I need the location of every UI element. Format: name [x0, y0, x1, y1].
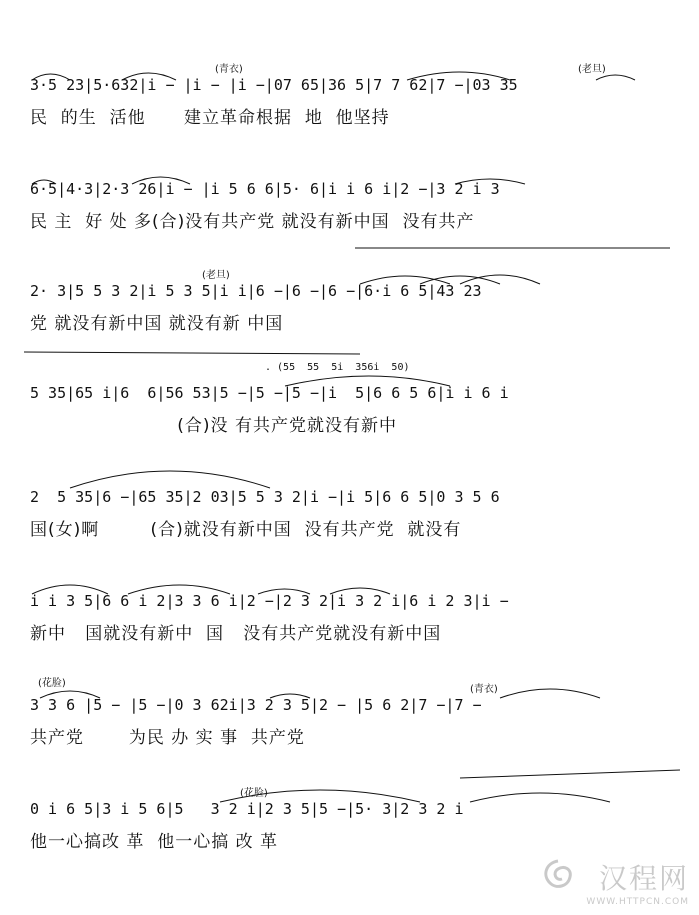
lyrics-line: 民 主 好 处 多(合)没有共产党 就没有新中国 没有共产	[30, 212, 475, 232]
system-7	[30, 678, 680, 786]
notation-line: 5 35|65 i|6 6|56 53|5 −|5 −|5 −|i 5|6 6 5 6|i i 6 i	[30, 384, 509, 402]
notation-line: i i 3 5|6 6 i 2|3 3 6 i|2 −|2 3 2|i 3 2 i|6 i 2 3|i −	[30, 592, 509, 610]
system-8	[30, 790, 680, 890]
watermark-url: WWW.HTTPCN.COM	[586, 897, 689, 907]
system-3	[30, 272, 680, 372]
lyrics-line: 党 就没有新中国 就没有新 中国	[30, 314, 284, 334]
notation-line: 6·5|4·3|2·3 26|i − |i 5 6 6|5· 6|i i 6 i|2 −|3 2 i 3	[30, 180, 500, 198]
notation-line: 0 i 6 5|3 i 5 6|5 3 2 i|2 3 5|5 −|5· 3|2 3 2 i	[30, 800, 464, 818]
system-2	[30, 170, 680, 270]
notation-line: 2· 3|5 5 3 2|i 5 3 5|i i|6 −|6 −|6 −|6·i 6 5|43 23	[30, 282, 482, 300]
role-label: (老旦)	[578, 64, 606, 75]
system-5	[30, 478, 680, 578]
watermark	[586, 857, 689, 907]
system-4	[30, 362, 680, 474]
system-1	[30, 66, 680, 166]
role-label: (花脸)	[38, 678, 66, 689]
role-label: (青衣)	[215, 64, 243, 75]
role-label: (老旦)	[202, 270, 230, 281]
swirl-logo-icon	[538, 857, 578, 897]
lyrics-line: (合)没 有共产党就没有新中	[30, 416, 397, 436]
notation-line: 3 3 6 |5 − |5 −|0 3 62i|3 2 3 5|2 − |5 6 2|7 −|7 −	[30, 696, 482, 714]
lyrics-line: 新中 国就没有新中 国 没有共产党就没有新中国	[30, 624, 442, 644]
lyrics-line: 国(女)啊 (合)就没有新中国 没有共产党 就没有	[30, 520, 462, 540]
watermark-logo: 汉程网	[598, 862, 689, 895]
accompaniment-annotation: . (55 55 5i 356i 50)	[265, 362, 410, 373]
notation-line: 3·5 23|5·632|i − |i − |i −|07 65|36 5|7 7 62|7 −|03 35	[30, 76, 518, 94]
lyrics-line: 他一心搞改 革 他一心搞 改 革	[30, 832, 279, 852]
system-6	[30, 582, 680, 682]
notation-line: 2 5 35|6 −|65 35|2 03|5 5 3 2|i −|i 5|6 6 5|0 3 5 6	[30, 488, 500, 506]
lyrics-line: 共产党 为民 办 实 事 共产党	[30, 728, 305, 748]
role-label: (花脸)	[240, 788, 268, 799]
role-label: (青衣)	[470, 684, 498, 695]
lyrics-line: 民 的生 活他 建立革命根据 地 他坚持	[30, 108, 390, 128]
